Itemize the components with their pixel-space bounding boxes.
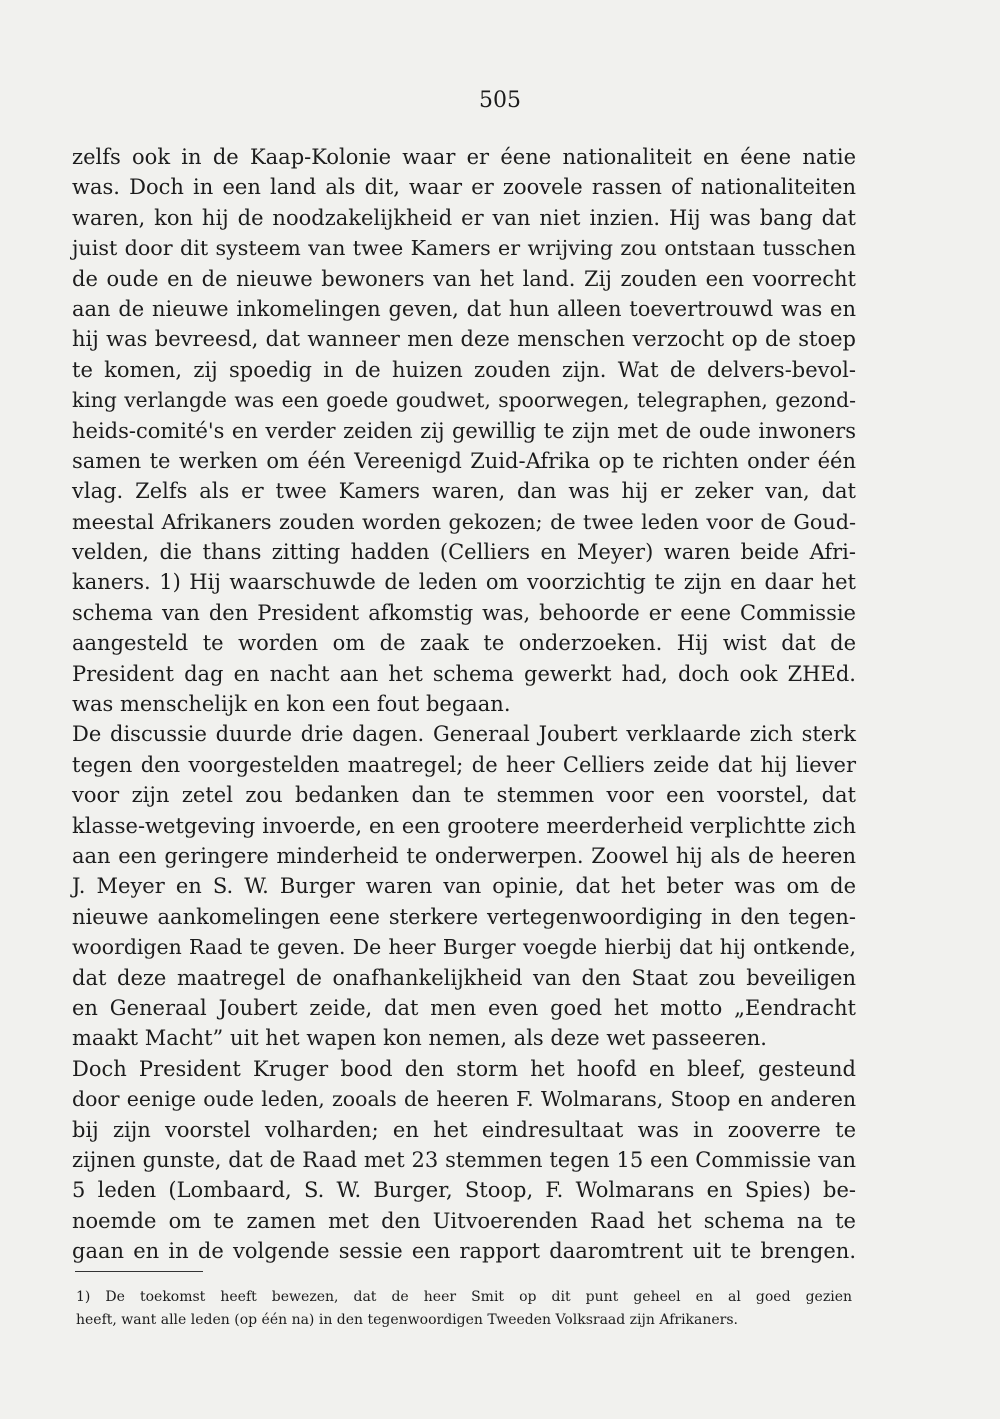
text-line: aan de nieuwe inkomelingen geven, dat hun alleen toevertrouwd was en bbox=[72, 296, 856, 321]
text-line: kaners. 1) Hij waarschuwde de leden om voorzichtig te zijn en daar het bbox=[72, 570, 856, 595]
text-line: te komen, zij spoedig in de huizen zouden zijn. Wat de delvers-bevol- bbox=[72, 357, 856, 382]
text-line: velden, die thans zitting hadden (Celliers en Meyer) waren beide Afri- bbox=[72, 540, 856, 565]
text-line: 5 leden (Lombaard, S. W. Burger, Stoop, F. Wolmarans en Spies) be- bbox=[72, 1178, 856, 1203]
text-line: schema van den President afkomstig was, behoorde er eene Commissie bbox=[72, 600, 856, 625]
text-line: vlag. Zelfs als er twee Kamers waren, dan was hij er zeker van, dat bbox=[72, 479, 856, 504]
text-line: gaan en in de volgende sessie een rapport daaromtrent uit te brengen. bbox=[72, 1239, 856, 1264]
text-line: was menschelijk en kon een fout begaan. bbox=[72, 692, 511, 717]
text-line: de oude en de nieuwe bewoners van het land. Zij zouden een voorrecht bbox=[72, 266, 856, 291]
text-line: maakt Macht” uit het wapen kon nemen, als deze wet passeeren. bbox=[72, 1026, 767, 1051]
text-line: President dag en nacht aan het schema gewerkt had, doch ook ZHEd. bbox=[72, 661, 856, 686]
text-line: meestal Afrikaners zouden worden gekozen; de twee leden voor de Goud- bbox=[72, 509, 856, 534]
text-line: zijnen gunste, dat de Raad met 23 stemmen tegen 15 een Commissie van bbox=[72, 1147, 856, 1172]
text-line: De discussie duurde drie dagen. Generaal Joubert verklaarde zich sterk bbox=[72, 722, 856, 747]
body-text bbox=[72, 142, 856, 1266]
text-line: Doch President Kruger bood den storm het hoofd en bleef, gesteund bbox=[72, 1056, 856, 1081]
text-line: dat deze maatregel de onafhankelijkheid van den Staat zou beveiligen bbox=[72, 965, 856, 990]
text-line: door eenige oude leden, zooals de heeren F. Wolmarans, Stoop en anderen bbox=[72, 1087, 856, 1112]
text-line: en Generaal Joubert zeide, dat men even goed het motto „Eendracht bbox=[72, 995, 856, 1020]
text-line: noemde om te zamen met den Uitvoerenden Raad het schema na te bbox=[72, 1208, 856, 1233]
text-line: juist door dit systeem van twee Kamers er wrijving zou ontstaan tusschen bbox=[72, 236, 856, 261]
text-line: aan een geringere minderheid te onderwerpen. Zoowel hij als de heeren bbox=[72, 843, 856, 868]
text-line: hij was bevreesd, dat wanneer men deze menschen verzocht op de stoep bbox=[72, 327, 856, 352]
footnotes bbox=[76, 1286, 852, 1332]
footnote-divider bbox=[75, 1271, 203, 1272]
text-line: woordigen Raad te geven. De heer Burger voegde hierbij dat hij ontkende, bbox=[72, 935, 856, 960]
text-line: samen te werken om één Vereenigd Zuid-Afrika op te richten onder één bbox=[72, 448, 856, 473]
text-line: waren, kon hij de noodzakelijkheid er van niet inzien. Hij was bang dat bbox=[72, 205, 856, 230]
text-line: aangesteld te worden om de zaak te onderzoeken. Hij wist dat de bbox=[72, 631, 856, 656]
text-line: klasse-wetgeving invoerde, en een grootere meerderheid verplichtte zich bbox=[72, 813, 856, 838]
text-line: voor zijn zetel zou bedanken dan te stemmen voor een voorstel, dat bbox=[72, 783, 856, 808]
page-number: 505 bbox=[479, 88, 521, 113]
text-line: tegen den voorgestelden maatregel; de heer Celliers zeide dat hij liever bbox=[72, 752, 856, 777]
text-line: bij zijn voorstel volharden; en het eindresultaat was in zooverre te bbox=[72, 1117, 856, 1142]
footnote-line: heeft, want alle leden (op één na) in den tegenwoordigen Tweeden Volksraad zijn Afrikaners. bbox=[76, 1312, 739, 1328]
text-line: king verlangde was een goede goudwet, spoorwegen, telegraphen, gezond- bbox=[72, 388, 856, 413]
footnote-line: 1) De toekomst heeft bewezen, dat de heer Smit op dit punt geheel en al goed gezien bbox=[76, 1289, 852, 1305]
text-line: J. Meyer en S. W. Burger waren van opinie, dat het beter was om de bbox=[72, 874, 856, 899]
text-line: nieuwe aankomelingen eene sterkere vertegenwoordiging in den tegen- bbox=[72, 904, 856, 929]
text-line: was. Doch in een land als dit, waar er zoovele rassen of nationaliteiten bbox=[72, 175, 856, 200]
text-line: heids-comité's en verder zeiden zij gewillig te zijn met de oude inwoners bbox=[72, 418, 856, 443]
text-line: zelfs ook in de Kaap-Kolonie waar er éene nationaliteit en éene natie bbox=[72, 145, 856, 169]
